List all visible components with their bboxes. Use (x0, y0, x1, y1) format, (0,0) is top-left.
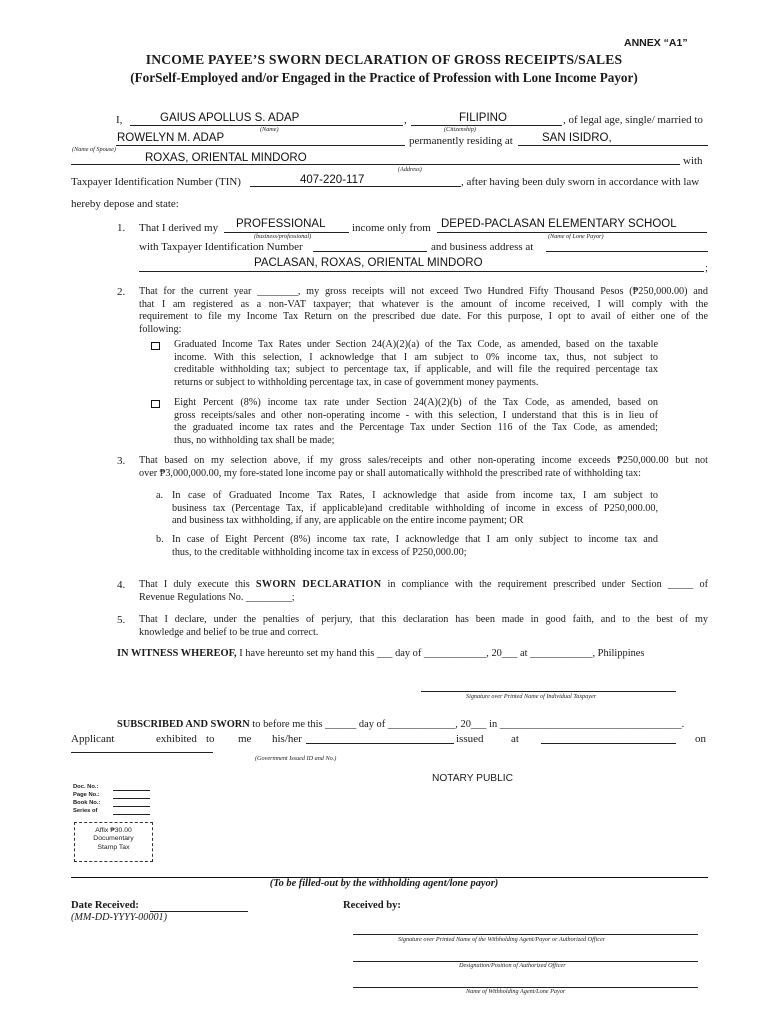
item3-line-2: over ₱3,000,000.00, my fore-stated lone income pay or shall automatically withhold the prescribed rate of withholding tax: (139, 467, 641, 479)
item3-b-line: thus, to the creditable withholding income tax in excess of P250,000.00; (172, 546, 467, 558)
on-text: on (695, 733, 706, 745)
item3-b-line: In case of Eight Percent (8%) income tax rate, I acknowledge that I am only subject to income tax and (172, 534, 658, 545)
item3-number: 3. (117, 455, 126, 467)
spouse-underline (116, 145, 405, 146)
stamp-line-1: Affix ₱30.00 (95, 827, 132, 834)
subscribed-line (117, 719, 684, 730)
address-underline (71, 164, 680, 165)
agent-signature-line[interactable] (353, 934, 698, 935)
comma: , (404, 114, 407, 126)
option-eight-line: Eight Percent (8%) income tax rate under Section 24(A)(2)(b) of the Tax Code, as amended, based on (174, 397, 658, 408)
option-graduated-line: creditable withholding tax; subject to percentage tax, if applicable, and will file the required percentage tax (174, 364, 658, 376)
designation-caption: Designation/Position of Authorized Officer (459, 962, 566, 969)
documentary-stamp-box (74, 822, 153, 862)
residing-text: permanently residing at (409, 135, 513, 147)
date-format-note: (MM-DD-YYYY-00001) (71, 912, 168, 923)
item3-line-1: That based on my selection above, if my gross sales/receipts and other non-operating income exceeds ₱250,000.00 but not (139, 455, 708, 466)
payor-address-underline (139, 271, 704, 272)
hereby-text: hereby depose and state: (71, 198, 179, 210)
option-graduated-line: returns or subject to withholding percentage tax, in case of government money payments. (174, 376, 539, 388)
item3-a-line: and business tax withholding, if any, are applicable on the entire income payment; OR (172, 515, 524, 527)
option-eight-percent-checkbox[interactable] (151, 400, 160, 408)
item1-tin-text: with Taxpayer Identification Number (139, 241, 303, 253)
applicant-text: Applicant (71, 733, 115, 745)
tin-field[interactable]: 407-220-117 (300, 174, 365, 186)
option-graduated-line: income. With this selection, I acknowledge that I am subject to 0% income tax, thus, not subject to (174, 351, 658, 363)
option-eight-line: the graduated income tax rates and the Percentage Tax under Section 116 of the Tax Code, as amended; (174, 422, 658, 434)
item4-line-2: Revenue Regulations No. _________; (139, 591, 295, 603)
document-title: INCOME PAYEE’S SWORN DECLARATION OF GROSS RECEIPTS/SALES (145, 52, 623, 67)
option-eight-line: thus, no withholding tax shall be made; (174, 434, 335, 446)
doc-no-label: Doc. No.: (73, 784, 99, 790)
item4-before: That I duly execute this (139, 579, 250, 590)
item3-a-line: business tax (Percentage Tax, if applicable)and creditable withholding of income in excess of P250,000.00, (172, 502, 658, 514)
stamp-line-3: Stamp Tax (97, 843, 130, 851)
tin-underline (250, 186, 461, 187)
item3-paragraph (139, 455, 708, 480)
doc-no-underline[interactable] (113, 790, 150, 791)
to-text: to (206, 733, 215, 745)
item2-paragraph (139, 286, 708, 336)
gov-id-caption: (Government Issued ID and No.) (255, 755, 337, 762)
received-by-label: Received by: (343, 900, 401, 911)
agent-signature-caption: Signature over Printed Name of the Withholding Agent/Payor or Authorized Officer (398, 936, 606, 943)
business-field[interactable]: PROFESSIONAL (236, 218, 326, 230)
address-caption: (Address) (398, 166, 422, 173)
item2-line-4: following: (139, 323, 182, 335)
item3-a-label: a. (156, 490, 164, 501)
page-no-label: Page No.: (73, 792, 100, 798)
witness-rest: I have hereunto set my hand this ___ day of ____________, 20___ at ____________, Philippines (239, 648, 645, 659)
witness-line (117, 648, 644, 659)
spouse-caption: (Name of Spouse) (72, 146, 116, 153)
income-from-text: income only from (352, 222, 431, 234)
option-eight-line: gross receipts/sales and other non-operating income - with this selection, I understand that this is in lieu of (174, 409, 658, 421)
option-graduated-text (174, 339, 658, 389)
agent-name-caption: Name of Withholding Agent/Lone Payor (466, 988, 566, 995)
option-graduated-line: Graduated Income Tax Rates under Section 24(A)(2)(a) of the Tax Code, as amended, based on the taxable (174, 339, 658, 350)
item3-b-label: b. (156, 534, 164, 545)
with-text: with (683, 155, 703, 167)
business-caption: (business/professional) (254, 233, 312, 240)
at-text: at (511, 733, 519, 745)
issued-text: issued (456, 733, 484, 745)
item4-line-1 (139, 579, 708, 592)
payor-field[interactable]: DEPED-PACLASAN ELEMENTARY SCHOOL (441, 218, 677, 230)
item5-number: 5. (117, 614, 126, 626)
book-no-label: Book No.: (73, 800, 101, 806)
item3-a-text (172, 490, 658, 528)
sworn-text: , after having been duly sworn in accordance with law (461, 176, 700, 188)
payor-address-field[interactable]: PACLASAN, ROXAS, ORIENTAL MINDORO (254, 257, 483, 269)
item4-bold: SWORN DECLARATION (255, 579, 382, 590)
agent-section-heading: (To be filled-out by the withholding agent/lone payor) (269, 878, 499, 889)
business-address-text: and business address at (431, 241, 534, 253)
item4-after: in compliance with the requirement prescribed under Section _____ of (387, 579, 708, 590)
citizenship-field[interactable]: FILIPINO (459, 112, 507, 124)
spouse-field[interactable]: ROWELYN M. ADAP (117, 132, 225, 144)
residence-underline (518, 145, 708, 146)
item4-paragraph (139, 579, 708, 604)
item1-derived-text: That I derived my (139, 222, 219, 234)
item5-line-2: knowledge and belief to be true and correct. (139, 626, 319, 638)
taxpayer-signature-caption: Signature over Printed Name of Individual Taxpayer (466, 693, 597, 700)
payor-tin-underline[interactable] (313, 251, 427, 252)
item2-line-2: that I am registered as a non-VAT taxpayer; that whatever is the amount of income received, I will comply with the (139, 298, 708, 310)
item5-paragraph (139, 614, 708, 639)
item5-line-1: That I declare, under the penalties of perjury, that this declaration has been made in good faith, and to the best of my (139, 614, 708, 625)
issued-on-underline[interactable] (71, 752, 213, 753)
issued-at-underline[interactable] (541, 743, 676, 744)
gov-id-underline[interactable] (306, 743, 454, 744)
taxpayer-signature-line[interactable] (421, 691, 676, 692)
item3-a-line: In case of Graduated Income Tax Rates, I acknowledge that aside from income tax, I am subject to (172, 490, 658, 501)
item2-line-1: That for the current year ________, my gross receipts will not exceed Two Hundred Fifty Thousand Pesos (₱250,000.00) and (139, 286, 708, 297)
item1-semicolon: ; (705, 262, 709, 274)
witness-bold: IN WITNESS WHEREOF, (117, 648, 237, 659)
business-address-underline[interactable] (546, 251, 708, 252)
series-underline[interactable] (113, 814, 150, 815)
payor-caption: (Name of Lone Payor) (548, 233, 604, 240)
document-subtitle: (ForSelf-Employed and/or Engaged in the Practice of Profession with Lone Income Payor) (130, 70, 638, 85)
date-received-label: Date Received: (71, 900, 139, 911)
stamp-line-2: Documentary (93, 835, 134, 843)
item2-number: 2. (117, 286, 126, 298)
page-no-underline[interactable] (113, 798, 150, 799)
notary-public-label: NOTARY PUBLIC (432, 773, 513, 784)
name-caption: (Name) (260, 126, 279, 133)
i-prefix: I, (116, 114, 123, 126)
option-eight-percent-text (174, 397, 658, 447)
name-field[interactable]: GAIUS APOLLUS S. ADAP (160, 112, 300, 124)
exhibited-text: exhibited (156, 733, 197, 745)
book-no-underline[interactable] (113, 806, 150, 807)
item4-number: 4. (117, 579, 126, 591)
subscribed-bold: SUBSCRIBED AND SWORN (117, 719, 250, 730)
subscribed-rest: to before me this ______ day of _____________, 20___ in ___________________________________. (252, 719, 685, 730)
address-field[interactable]: ROXAS, ORIENTAL MINDORO (145, 152, 307, 164)
citizenship-underline (411, 125, 562, 126)
citizenship-caption: (Citizenship) (444, 126, 476, 133)
hisher-text: his/her (272, 733, 302, 745)
series-label: Series of (73, 808, 98, 814)
legal-age-text: , of legal age, single/ married to (563, 114, 703, 126)
me-text: me (238, 733, 252, 745)
item1-number: 1. (117, 222, 126, 234)
option-graduated-checkbox[interactable] (151, 342, 160, 350)
tin-label: Taxpayer Identification Number (TIN) (71, 176, 241, 188)
item3-b-text (172, 534, 658, 559)
annex-label: ANNEX “A1” (624, 37, 688, 49)
item2-line-3: requirement to file my Income Tax Return on the prescribed due date. For this purpose, I opt to avail of either one of the (139, 311, 708, 323)
residence-field[interactable]: SAN ISIDRO, (542, 132, 612, 144)
